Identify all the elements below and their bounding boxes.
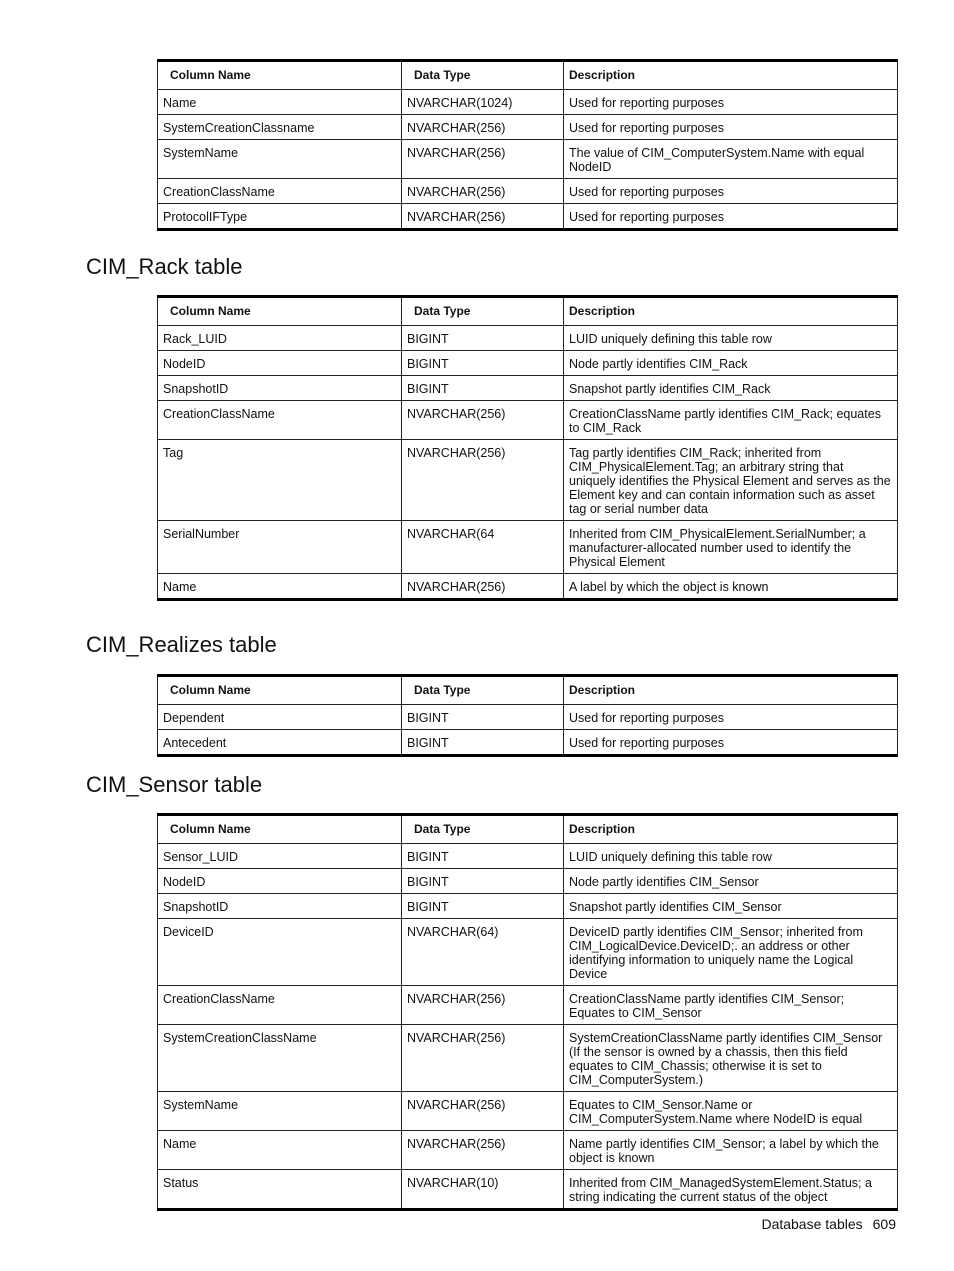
column-name-cell: CreationClassName <box>158 179 402 204</box>
description-cell: Node partly identifies CIM_Sensor <box>564 869 898 894</box>
table-row <box>158 986 898 1025</box>
column-name-cell: Sensor_LUID <box>158 844 402 869</box>
column-name-cell: Name <box>158 90 402 115</box>
column-name-cell: CreationClassName <box>158 986 402 1025</box>
data-type-cell: BIGINT <box>402 326 564 351</box>
description-cell: Used for reporting purposes <box>564 179 898 204</box>
description-cell: CreationClassName partly identifies CIM_Rack; equates to CIM_Rack <box>564 401 898 440</box>
column-name-cell: SnapshotID <box>158 894 402 919</box>
description-cell: Used for reporting purposes <box>564 90 898 115</box>
column-name-cell: Antecedent <box>158 730 402 756</box>
table-row <box>158 730 898 756</box>
table-row <box>158 1170 898 1210</box>
table-row <box>158 869 898 894</box>
data-type-cell: NVARCHAR(256) <box>402 140 564 179</box>
section-title-cim-sensor: CIM_Sensor table <box>86 772 263 797</box>
table-row <box>158 1025 898 1092</box>
table-cim-sensor <box>157 813 898 1211</box>
table-row <box>158 376 898 401</box>
table-row <box>158 705 898 730</box>
table-row <box>158 204 898 230</box>
column-name-cell: Status <box>158 1170 402 1210</box>
table-header-row <box>158 297 898 326</box>
section-title-cim-rack: CIM_Rack table <box>86 254 243 279</box>
data-type-cell: NVARCHAR(256) <box>402 1131 564 1170</box>
description-cell: CreationClassName partly identifies CIM_Sensor; Equates to CIM_Sensor <box>564 986 898 1025</box>
data-type-cell: NVARCHAR(256) <box>402 115 564 140</box>
column-name-cell: SystemCreationClassname <box>158 115 402 140</box>
column-name-header: Column Name <box>158 61 402 90</box>
description-header: Description <box>564 815 898 844</box>
column-name-header: Column Name <box>158 676 402 705</box>
table-row <box>158 919 898 986</box>
table-row <box>158 844 898 869</box>
data-type-header: Data Type <box>402 297 564 326</box>
column-name-cell: Name <box>158 1131 402 1170</box>
page-footer <box>761 1215 896 1233</box>
description-cell: Node partly identifies CIM_Rack <box>564 351 898 376</box>
table-row <box>158 401 898 440</box>
table-row <box>158 326 898 351</box>
table-row <box>158 1092 898 1131</box>
table-header-row <box>158 676 898 705</box>
column-name-cell: SystemName <box>158 140 402 179</box>
page-number: 609 <box>872 1216 896 1232</box>
data-type-cell: NVARCHAR(10) <box>402 1170 564 1210</box>
column-name-cell: SnapshotID <box>158 376 402 401</box>
data-type-cell: NVARCHAR(256) <box>402 179 564 204</box>
data-type-cell: BIGINT <box>402 869 564 894</box>
section-title-cim-realizes: CIM_Realizes table <box>86 632 277 657</box>
data-type-header: Data Type <box>402 61 564 90</box>
description-header: Description <box>564 297 898 326</box>
description-cell: Used for reporting purposes <box>564 705 898 730</box>
column-name-cell: SerialNumber <box>158 521 402 574</box>
description-cell: A label by which the object is known <box>564 574 898 600</box>
table-row <box>158 1131 898 1170</box>
data-type-cell: NVARCHAR(256) <box>402 574 564 600</box>
data-type-cell: NVARCHAR(64) <box>402 919 564 986</box>
column-name-cell: Rack_LUID <box>158 326 402 351</box>
column-name-cell: CreationClassName <box>158 401 402 440</box>
table-header-row <box>158 815 898 844</box>
description-cell: DeviceID partly identifies CIM_Sensor; inherited from CIM_LogicalDevice.DeviceID;. an address or other identifying information to uniquely name the Logical Device <box>564 919 898 986</box>
column-name-cell: SystemCreationClassName <box>158 1025 402 1092</box>
table-row <box>158 521 898 574</box>
table-row <box>158 894 898 919</box>
description-cell: Inherited from CIM_ManagedSystemElement.Status; a string indicating the current status of the object <box>564 1170 898 1210</box>
data-type-header: Data Type <box>402 676 564 705</box>
description-cell: Snapshot partly identifies CIM_Rack <box>564 376 898 401</box>
data-type-cell: BIGINT <box>402 351 564 376</box>
column-name-cell: SystemName <box>158 1092 402 1131</box>
column-name-cell: Name <box>158 574 402 600</box>
description-header: Description <box>564 61 898 90</box>
column-name-header: Column Name <box>158 815 402 844</box>
data-type-cell: NVARCHAR(256) <box>402 440 564 521</box>
description-cell: Used for reporting purposes <box>564 730 898 756</box>
description-cell: SystemCreationClassName partly identifies CIM_Sensor (If the sensor is owned by a chassis, then this field equates to CIM_Chassis; otherwise it is set to CIM_ComputerSystem.) <box>564 1025 898 1092</box>
data-type-cell: NVARCHAR(256) <box>402 1025 564 1092</box>
column-name-cell: Tag <box>158 440 402 521</box>
data-type-cell: BIGINT <box>402 894 564 919</box>
data-type-cell: NVARCHAR(256) <box>402 204 564 230</box>
data-type-cell: NVARCHAR(256) <box>402 401 564 440</box>
data-type-cell: NVARCHAR(256) <box>402 986 564 1025</box>
table-header-row <box>158 61 898 90</box>
description-cell: The value of CIM_ComputerSystem.Name with equal NodeID <box>564 140 898 179</box>
footer-section-label: Database tables <box>761 1216 863 1232</box>
description-cell: Inherited from CIM_PhysicalElement.SerialNumber; a manufacturer-allocated number used to identify the Physical Element <box>564 521 898 574</box>
data-type-cell: BIGINT <box>402 705 564 730</box>
description-cell: Name partly identifies CIM_Sensor; a label by which the object is known <box>564 1131 898 1170</box>
description-cell: LUID uniquely defining this table row <box>564 844 898 869</box>
data-type-cell: BIGINT <box>402 730 564 756</box>
column-name-cell: ProtocolIFType <box>158 204 402 230</box>
description-cell: Used for reporting purposes <box>564 115 898 140</box>
column-name-cell: NodeID <box>158 869 402 894</box>
table-row <box>158 140 898 179</box>
column-name-cell: NodeID <box>158 351 402 376</box>
description-cell: Tag partly identifies CIM_Rack; inherited from CIM_PhysicalElement.Tag; an arbitrary string that uniquely identifies the Physical Element and serves as the Element key and can contain information such as asset tag or serial number data <box>564 440 898 521</box>
table-row <box>158 115 898 140</box>
column-name-header: Column Name <box>158 297 402 326</box>
description-cell: Snapshot partly identifies CIM_Sensor <box>564 894 898 919</box>
description-cell: Equates to CIM_Sensor.Name or CIM_ComputerSystem.Name where NodeID is equal <box>564 1092 898 1131</box>
table-cim-rack <box>157 295 898 601</box>
data-type-cell: BIGINT <box>402 376 564 401</box>
column-name-cell: DeviceID <box>158 919 402 986</box>
table-cim-realizes <box>157 674 898 757</box>
description-cell: Used for reporting purposes <box>564 204 898 230</box>
column-name-cell: Dependent <box>158 705 402 730</box>
table-row <box>158 351 898 376</box>
table-row <box>158 440 898 521</box>
data-type-cell: NVARCHAR(256) <box>402 1092 564 1131</box>
description-cell: LUID uniquely defining this table row <box>564 326 898 351</box>
description-header: Description <box>564 676 898 705</box>
data-type-cell: NVARCHAR(64 <box>402 521 564 574</box>
table-continued <box>157 59 898 231</box>
data-type-cell: NVARCHAR(1024) <box>402 90 564 115</box>
data-type-header: Data Type <box>402 815 564 844</box>
data-type-cell: BIGINT <box>402 844 564 869</box>
table-row <box>158 179 898 204</box>
table-row <box>158 574 898 600</box>
table-row <box>158 90 898 115</box>
